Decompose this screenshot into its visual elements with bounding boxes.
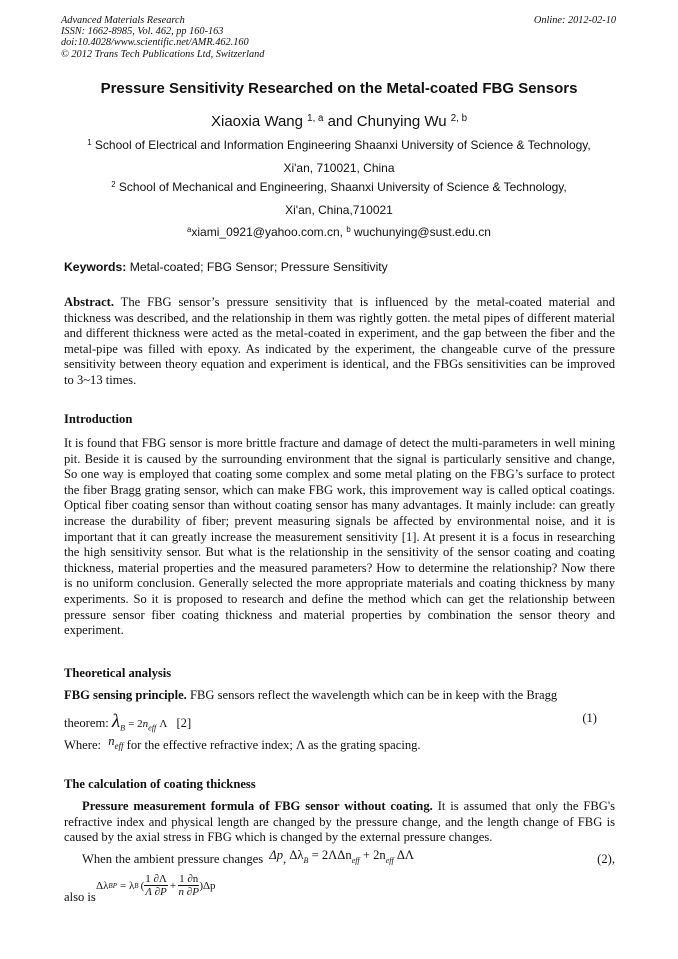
eq3-sub-bp: BP (108, 881, 117, 890)
eq2-sub-b: B (303, 855, 309, 865)
eq2-rhs2: + 2n (362, 848, 386, 862)
eq3-plus: + (169, 879, 177, 892)
eq1-sub-eff: eff (148, 723, 157, 733)
journal-copyright: © 2012 Trans Tech Publications Ltd, Switzerland (61, 48, 265, 60)
eq1-rhs: = 2 (128, 718, 143, 730)
email-a[interactable]: xiami_0921@yahoo.com.cn, (191, 225, 343, 239)
eq2-sub-eff2: eff (385, 855, 394, 865)
abstract-label: Abstract. (64, 295, 115, 309)
eq3-eq: = λ (119, 879, 135, 892)
eq3-sub-b: B (134, 881, 139, 890)
theory-heading: Theoretical analysis (64, 666, 172, 680)
eq3-frac2-num: 1 ∂n (179, 873, 199, 885)
affiliation-2-line1: $^2$ School of Mechanical and Engineering, Shaanxi University of Science & Technology, (111, 180, 567, 194)
eq2-number: (2), (597, 852, 615, 866)
online-date: Online: 2012-02-10 (533, 15, 616, 26)
email-a-sup: a (187, 225, 192, 235)
affiliation-1-line1: $^1$ School of Electrical and Information Engineering Shaanxi University of Science & Technology, (87, 138, 591, 152)
eq1-n: n (142, 718, 149, 730)
author-line (0, 113, 678, 130)
eq3-frac1-num: 1 ∂Λ (145, 873, 167, 885)
equation-2-line (64, 848, 615, 869)
theorem-prefix: theorem: (64, 716, 109, 730)
coating-heading: The calculation of coating thickness (64, 777, 256, 791)
where-line (64, 734, 615, 755)
keywords-text: Metal-coated; FBG Sensor; Pressure Sensitivity (129, 260, 388, 274)
eq2-dp: Δp (269, 848, 283, 862)
author-2-sup: 2, b (450, 113, 468, 125)
abstract-text: The FBG sensor’s pressure sensitivity that is influenced by the metal-coated material and thickness was described, and the relationship in them was rightly gotten. the metal pipes of different material and different thickness were acted as the metal-coated in experiment, and the gap between the fiber and the metal-pipe was filled with epoxy. As indicated by the experiment, the changeable curve of the pressure sensitivity between theory equation and experiment is identical, and the FBGs sensitivities can be improved to 3~13 times. (64, 295, 615, 387)
fbg-principle-text: FBG sensors reflect the wavelength which can be in keep with the Bragg (189, 688, 558, 702)
no-coating-label: Pressure measurement formula of FBG sensor without coating. (82, 799, 433, 813)
email-b-sup: b (346, 225, 351, 235)
abstract (64, 295, 615, 389)
eq1-ref: [2] (176, 716, 192, 730)
keywords-label: Keywords: (64, 260, 127, 274)
journal-issn: ISSN: 1662-8985, Vol. 462, pp 160-163 (61, 26, 224, 38)
eq1-sub-b: B (120, 723, 126, 733)
email-line (64, 225, 614, 239)
where-text: for the effective refractive index; Λ as the grating spacing. (126, 738, 421, 752)
eq1-grating-lambda: Λ (159, 718, 168, 730)
eq2-rhs1: = 2ΛΔn (311, 848, 352, 862)
eq2-rhs3: ΔΛ (396, 848, 415, 862)
eq2-comma: , (283, 852, 287, 866)
also-is: also is (64, 890, 96, 904)
fbg-principle-label: FBG sensing principle. (64, 688, 187, 702)
where-n: n (108, 734, 115, 748)
affiliation-2-line2: Xi'an, China,710021 (285, 203, 393, 217)
author-1: Xiaoxia Wang (210, 113, 303, 130)
where-eff: eff (114, 740, 124, 751)
eq2-sub-eff: eff (351, 855, 360, 865)
eq3-close: )Δp (199, 879, 216, 892)
affiliation-1-line2: Xi'an, 710021, China (283, 161, 395, 175)
eq3-frac1-den: Λ ∂P (145, 886, 167, 898)
eq3-open: ( (140, 879, 145, 892)
no-coating-text: It is assumed that only the FBG's refractive index and physical length are changed by the pressure change, and the length change of FBG is caused by the axial stress in FBG which is changed by the external pressure changes. (64, 799, 615, 845)
fbg-principle-paragraph (64, 688, 615, 704)
journal-name: Advanced Materials Research (61, 15, 185, 26)
equation-1-line (64, 711, 615, 733)
author-and: and (327, 113, 353, 130)
author-1-sup: 1, a (307, 113, 324, 125)
eq3-lhs: Δλ (96, 879, 109, 892)
where-label: Where: (64, 738, 102, 752)
keywords (64, 260, 388, 274)
aff-2-sup: 2 (111, 180, 116, 190)
author-2: Chunying Wu (356, 113, 447, 130)
equation-3 (96, 873, 216, 898)
email-b[interactable]: wuchunying@sust.edu.cn (354, 225, 491, 239)
journal-header (61, 15, 264, 60)
eq2-lhs: Δλ (289, 848, 304, 862)
eq3-frac2-den: n ∂P (178, 886, 199, 898)
paper-title: Pressure Sensitivity Researched on the Metal-coated FBG Sensors (100, 80, 578, 97)
eq3-frac-2 (178, 873, 199, 898)
no-coating-paragraph (64, 799, 615, 846)
eq3-frac-1 (144, 873, 168, 898)
aff-1-sup: 1 (87, 138, 92, 148)
introduction-heading: Introduction (64, 412, 133, 426)
introduction-text: It is found that FBG sensor is more brittle fracture and damage of detect the multi-parameters in well mining pit. Beside it is caused by the surrounding environment that the signal is particularly sensitive and change, So one way is employed that coating some complex and some metal plating on the FBG’s surface to protect the fiber Bragg grating sensor, which can make FBG work, this improvement way is called optical coatings. Optical fiber coating sensor than without coating sensor has many advantages. It mainly include: can greatly increase the durability of fiber; prevent measuring signals be affected by environmental noise, and it is important that it can greatly increase the measurement sensitivity [1]. At present it is a focus in researching the high sensitivity sensor. But what is the relationship in the sensitivity of the sensor coating and coating thickness, material properties and the measured parameters? How to determine the relationship? Now there is no uniform conclusion. Generally selected the more appropriate materials and coating thickness by many experiments. So it is proposed to research and define the method which can get the relationship between pressure sensor fiber coating thickness and material properties by combination the sensor theory and experiment. (64, 436, 615, 638)
eq1-number: (1) (582, 711, 597, 725)
ambient-prefix: When the ambient pressure changes (82, 852, 264, 866)
journal-doi: doi:10.4028/www.scientific.net/AMR.462.160 (61, 37, 249, 49)
eq1-lambda: λ (111, 711, 121, 732)
